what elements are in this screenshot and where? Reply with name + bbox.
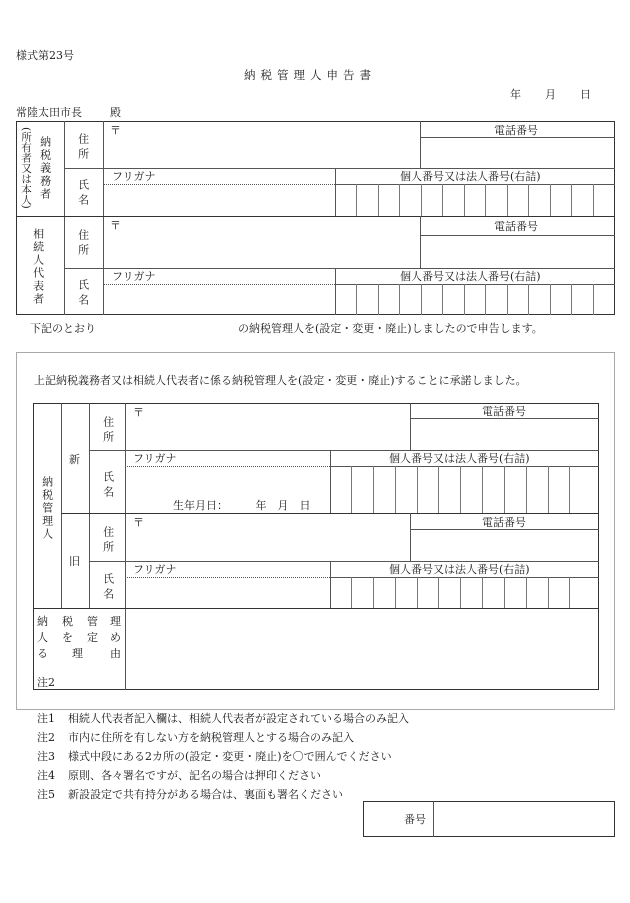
heir-address-label: 住所 xyxy=(76,229,90,259)
note-1-text: 相続人代表者記入欄は、相続人代表者が設定されている場合のみ記入 xyxy=(68,712,409,725)
taxpayer-sub-label: (所有者又は本人) xyxy=(20,127,33,209)
new-label: 新 xyxy=(69,453,80,466)
reason-label-1-2: 税 xyxy=(62,615,73,628)
reason-label-2-2: を xyxy=(62,631,73,644)
reason-label-2-4: め xyxy=(110,631,121,644)
note-5-text: 新設設定で共有持分がある場合は、裏面も署名ください xyxy=(68,788,343,801)
heir-phone-label: 電話番号 xyxy=(494,220,538,233)
old-name-field[interactable] xyxy=(127,579,328,606)
note-5-num: 注5 xyxy=(37,788,55,801)
declaration-text: の納税管理人を(設定・変更・廃止)しましたので申告します。 xyxy=(238,322,543,335)
recipient-honorific: 殿 xyxy=(110,106,121,119)
reason-label-1-1: 納 xyxy=(37,615,48,628)
date-month-label: 月 xyxy=(545,88,556,101)
taxpayer-postal-mark: 〒 xyxy=(110,124,121,137)
new-name-field[interactable] xyxy=(127,468,328,496)
note-1-num: 注1 xyxy=(37,712,55,725)
document-title: 納税管理人申告書 xyxy=(244,68,376,82)
reason-field[interactable] xyxy=(127,610,597,688)
heir-phone-field[interactable] xyxy=(423,238,613,266)
new-address-field[interactable] xyxy=(146,406,408,448)
taxpayer-furigana-label: フリガナ xyxy=(112,170,156,183)
reason-label-1-3: 管 xyxy=(87,615,98,628)
note-4-num: 注4 xyxy=(37,769,55,782)
heir-name-field[interactable] xyxy=(105,286,333,313)
reason-label-3-3: 由 xyxy=(110,647,121,660)
heir-address-field[interactable] xyxy=(122,219,417,266)
reason-label-3-2: 理 xyxy=(72,647,83,660)
consent-statement: 上記納税義務者又は相続人代表者に係る納税管理人を(設定・変更・廃止)することに承諾しました。 xyxy=(34,374,527,387)
old-name-label: 氏名 xyxy=(101,573,115,603)
old-phone-field[interactable] xyxy=(413,532,597,559)
heir-furigana-field[interactable] xyxy=(165,270,333,283)
reason-label-2-1: 人 xyxy=(37,631,48,644)
taxpayer-address-field[interactable] xyxy=(122,124,417,166)
recipient: 常陸太田市長 xyxy=(16,106,82,119)
heir-postal-mark: 〒 xyxy=(110,219,121,232)
old-id-label: 個人番号又は法人番号(右詰) xyxy=(389,563,530,576)
manager-label: 納税管理人 xyxy=(40,476,54,541)
heir-id-label: 個人番号又は法人番号(右詰) xyxy=(400,270,541,283)
new-postal-mark: 〒 xyxy=(133,406,144,419)
note-3-num: 注3 xyxy=(37,750,55,763)
note-3-text: 様式中段にある2カ所の(設定・変更・廃止)を〇で囲んでください xyxy=(68,750,392,763)
new-id-label: 個人番号又は法人番号(右詰) xyxy=(389,452,530,465)
new-birthdate-label: 生年月日： 年 月 日 xyxy=(173,499,311,512)
form-number: 様式第23号 xyxy=(16,49,74,62)
new-furigana-label: フリガナ xyxy=(133,452,177,465)
old-postal-mark: 〒 xyxy=(133,516,144,529)
new-name-label: 氏名 xyxy=(101,471,115,501)
old-furigana-label: フリガナ xyxy=(133,563,177,576)
taxpayer-label: 納税義務者 xyxy=(38,136,52,201)
taxpayer-phone-label: 電話番号 xyxy=(494,124,538,137)
taxpayer-phone-field[interactable] xyxy=(423,140,613,166)
taxpayer-name-label: 氏名 xyxy=(76,179,90,209)
old-phone-label: 電話番号 xyxy=(482,516,526,529)
reason-note: 注2 xyxy=(37,676,55,689)
number-label: 番号 xyxy=(404,813,426,826)
old-address-label: 住所 xyxy=(101,526,115,556)
date-year-label: 年 xyxy=(510,88,521,101)
heir-name-label: 氏名 xyxy=(76,279,90,309)
old-address-field[interactable] xyxy=(146,516,408,559)
date-day-label: 日 xyxy=(580,88,591,101)
number-field[interactable] xyxy=(436,804,612,834)
new-address-label: 住所 xyxy=(101,416,115,446)
date-month-field[interactable] xyxy=(520,86,544,102)
old-furigana-field[interactable] xyxy=(186,563,328,576)
taxpayer-address-label: 住所 xyxy=(76,133,90,163)
date-day-field[interactable] xyxy=(556,86,580,102)
taxpayer-furigana-field[interactable] xyxy=(165,170,333,183)
note-2-num: 注2 xyxy=(37,731,55,744)
heir-furigana-label: フリガナ xyxy=(112,270,156,283)
new-phone-field[interactable] xyxy=(413,421,597,448)
declaration-prefix: 下記のとおり xyxy=(30,322,96,335)
taxpayer-name-field[interactable] xyxy=(105,186,333,214)
date-year-field[interactable] xyxy=(470,86,508,102)
reason-label-1-4: 理 xyxy=(110,615,121,628)
reason-label-2-3: 定 xyxy=(87,631,98,644)
declaration-subject-field[interactable] xyxy=(100,320,230,336)
old-id-number-field[interactable] xyxy=(332,579,597,606)
reason-label-3-1: る xyxy=(37,647,48,660)
new-id-number-field[interactable] xyxy=(332,468,597,511)
new-furigana-field[interactable] xyxy=(186,452,328,465)
taxpayer-id-label: 個人番号又は法人番号(右詰) xyxy=(400,170,541,183)
note-4-text: 原則、各々署名ですが、記名の場合は押印ください xyxy=(68,769,321,782)
old-label: 旧 xyxy=(69,555,80,568)
note-2-text: 市内に住所を有しない方を納税管理人とする場合のみ記入 xyxy=(68,731,354,744)
heir-label: 相続人代表者 xyxy=(31,228,45,306)
new-phone-label: 電話番号 xyxy=(482,405,526,418)
